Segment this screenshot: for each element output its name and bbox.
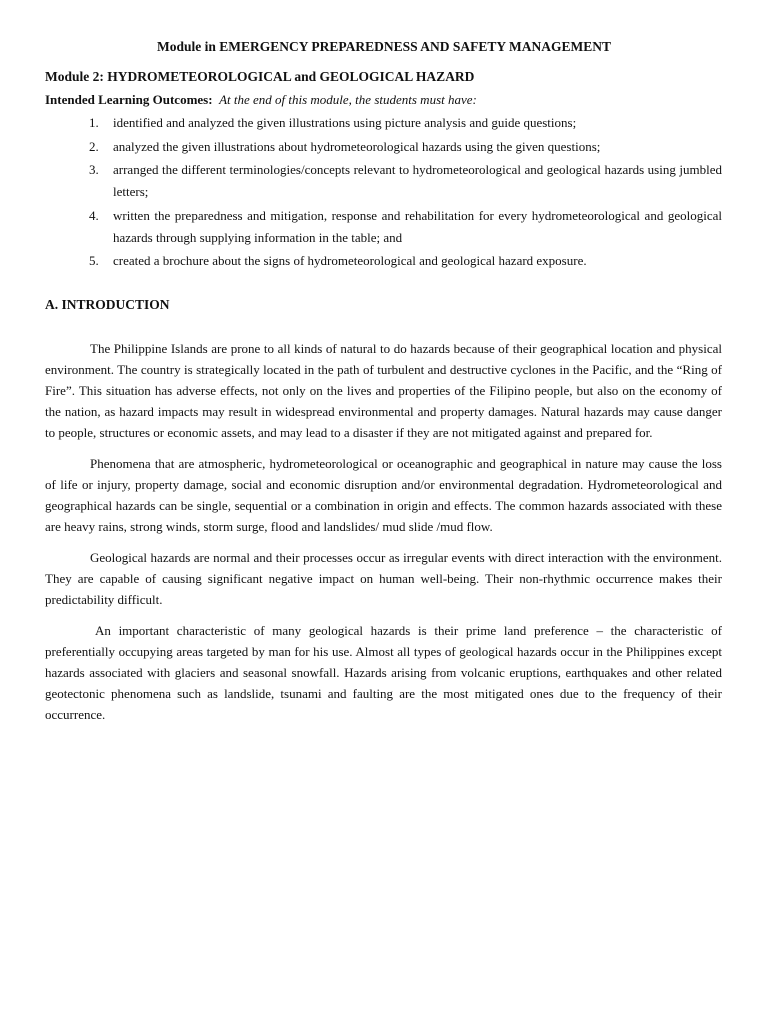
list-item — [45, 112, 722, 134]
paragraph: The Philippine Islands are prone to all kinds of natural to do hazards because of their geographical location and physical environment. The country is strategically located in the path of turbulent and destructive cyclones in the Pacific, and the “Ring of Fire”. This situation has adverse effects, not only on the lives and properties of the Filipino people, but also on the economy of the nation, as hazard impacts may result in widespread environmental and property damages. Natural hazards may cause danger to people, structures or economic assets, and may lead to a disaster if they are not mitigated against and prepared for. — [45, 341, 722, 440]
list-item-text: analyzed the given illustrations about hydrometeorological hazards using the given questions; — [113, 138, 601, 154]
list-item-number: 3. — [89, 162, 99, 177]
learning-outcomes-list — [45, 112, 722, 274]
list-item — [45, 136, 722, 158]
list-item-number: 1. — [89, 115, 99, 130]
list-item-text: arranged the different terminologies/concepts relevant to hydrometeorological and geological hazards using jumbled letters; — [113, 162, 722, 199]
list-item-number: 2. — [89, 138, 99, 154]
introduction-body — [45, 338, 722, 735]
section-heading: A. INTRODUCTION — [45, 297, 170, 312]
learning-outcomes-label: Intended Learning Outcomes: — [45, 92, 213, 107]
learning-outcomes-intro: At the end of this module, the students must have: — [219, 92, 477, 107]
module-title: Module 2: HYDROMETEOROLOGICAL and GEOLOGICAL HAZARD — [45, 69, 475, 84]
document-title: Module in EMERGENCY PREPAREDNESS AND SAFETY MANAGEMENT — [156, 39, 612, 54]
paragraph: Phenomena that are atmospheric, hydrometeorological or oceanographic and geographical in nature may cause the loss of life or injury, property damage, social and economic disruption and/or environmental degradation. Hydrometeorological and geographical hazards can be single, sequential or a combination in origin and effects. The common hazards associated with these are heavy rains, strong winds, storm surge, flood and landslides/ mud slide /mud flow. — [45, 456, 722, 534]
list-item — [45, 205, 722, 249]
list-item — [45, 159, 722, 203]
list-item-number: 4. — [89, 207, 99, 223]
list-item-text: identified and analyzed the given illustrations using picture analysis and guide questions; — [113, 115, 577, 130]
learning-outcomes-heading — [45, 90, 725, 110]
list-item-number: 5. — [89, 253, 99, 268]
list-item — [45, 250, 722, 272]
paragraph: An important characteristic of many geological hazards is their prime land preference – the characteristic of preferentially occupying areas targeted by man for his use. Almost all types of geological hazards occur in the Philippines except hazards associated with glaciers and seasonal snowfall. Hazards arising from volcanic eruptions, earthquakes and other related geotectonic phenomena such as landslide, tsunami and faulting are the most mitigated ones due to the frequency of their occurrence. — [45, 623, 722, 722]
list-item-text: created a brochure about the signs of hydrometeorological and geological hazard exposure. — [113, 253, 587, 268]
list-item-text: written the preparedness and mitigation, response and rehabilitation for every hydrometeorological and geological hazards through supplying information in the table; and — [113, 207, 722, 245]
paragraph: Geological hazards are normal and their processes occur as irregular events with direct interaction with the environment. They are capable of causing significant negative impact on human well-being. Their non-rhythmic occurrence makes their predictability difficult. — [45, 550, 722, 607]
